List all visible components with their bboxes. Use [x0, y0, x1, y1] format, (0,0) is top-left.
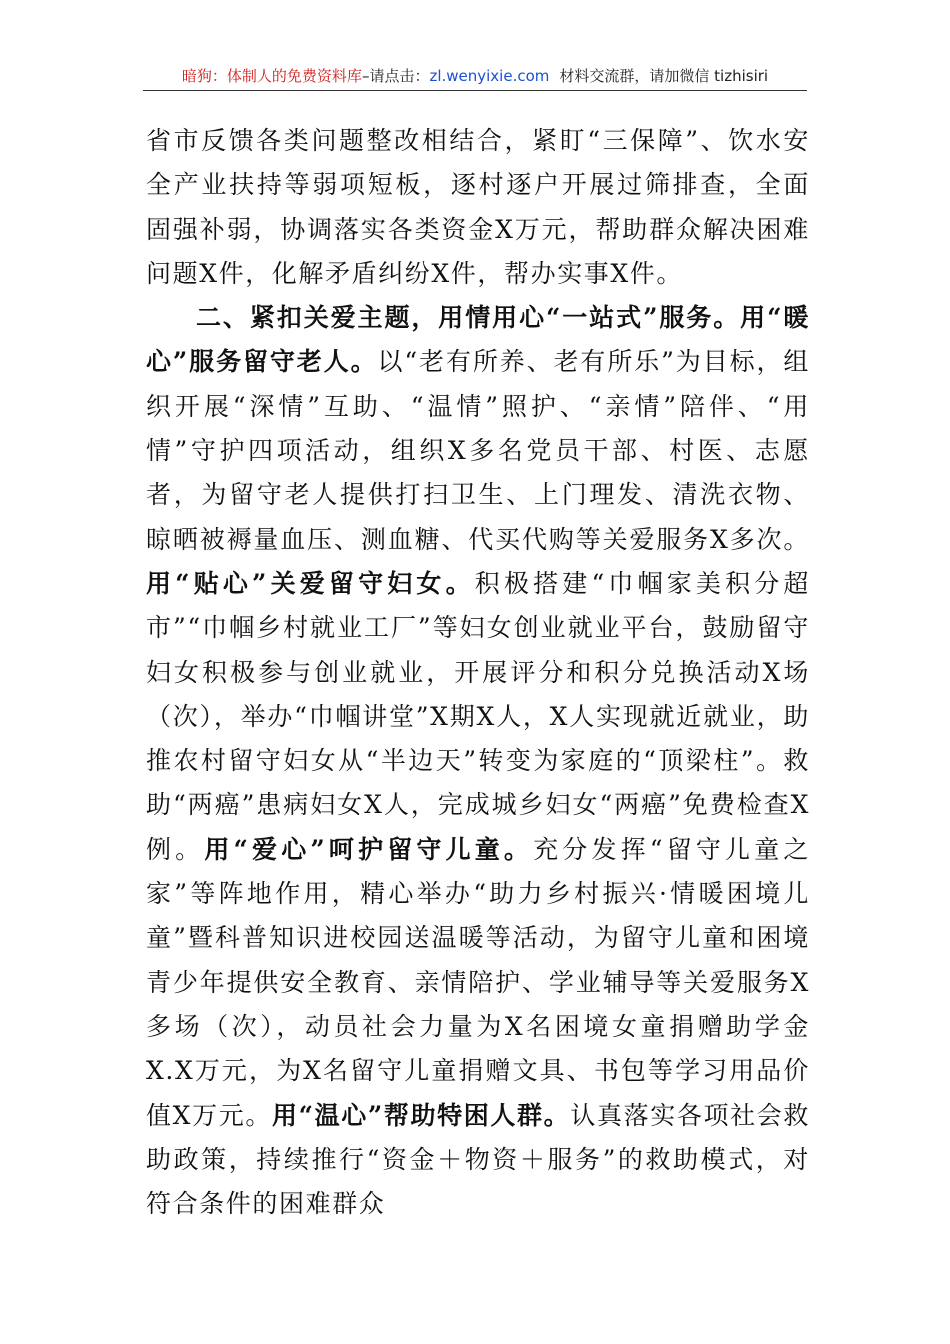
subheading-warm-heart: 用“暖心”服务留守老人。 [146, 303, 810, 377]
header-prompt: –请点击： [361, 67, 430, 85]
header-brand: 暗狗：体制人的免费资料库 [181, 67, 362, 85]
text-elderly-care: 以“老有所养、老有所乐”为目标，组织开展“深情”互助、“温情”照护、“亲情”陪伴、“用情”守护四项活动，组织X多名党员干部、村医、志愿者，为留守老人提供打扫卫生、上门理发、清洗衣物、晾晒被褥量血压、测血糖、代买代购等关爱服务X多次。 [146, 347, 811, 554]
header-link[interactable]: zl.wenyixie.com [429, 67, 550, 85]
text-children-care: 充分发挥“留守儿童之家”等阵地作用，精心举办“助力乡村振兴·情暖困境儿童”暨科普知识进校园送温暖等活动，为留守儿童和困境青少年提供安全教育、亲情陪护、学业辅导等关爱服务X多场（次），动员社会力量为X名困境女童捐赠助学金X.X万元，为X名留守儿童捐赠文具、书包等学习用品价值X万元。 [146, 834, 810, 1130]
text-women-care: 积极搭建“巾帼家美积分超市”“巾帼乡村就业工厂”等妇女创业就业平台，鼓励留守妇女积极参与创业就业，开展评分和积分兑换活动X场（次），举办“巾帼讲堂”X期X人，X人实现就近就业，助推农村留守妇女从“半边天”转变为家庭的“顶梁柱”。救助“两癌”患病妇女X人，完成城乡妇女“两癌”免费检查X例。 [146, 568, 811, 864]
paragraph-continued: 省市反馈各类问题整改相结合，紧盯“三保障”、饮水安全产业扶持等弱项短板，逐村逐户开展过筛排查，全面固强补弱，协调落实各类资金X万元，帮助群众解决困难问题X件，化解矛盾纠纷X件，帮办实事X件。 [146, 126, 810, 288]
subheading-loving-heart: 用“爱心”呵护留守儿童。 [204, 834, 534, 864]
document-body [146, 119, 810, 1226]
page-header [143, 66, 807, 91]
section-heading: 二、紧扣关爱主题，用情用心“一站式”服务。 [196, 303, 741, 333]
subheading-close-heart: 用“贴心”关爱留守妇女。 [146, 568, 475, 598]
subheading-mild-heart: 用“温心”帮助特困人群。 [271, 1100, 571, 1130]
header-group-info: 材料交流群，请加微信 tizhisiri [559, 67, 769, 85]
text-needy-care: 认真落实各项社会救助政策，持续推行“资金＋物资＋服务”的救助模式，对符合条件的困难群众 [146, 1100, 810, 1219]
paragraph-section-two [146, 296, 810, 1226]
